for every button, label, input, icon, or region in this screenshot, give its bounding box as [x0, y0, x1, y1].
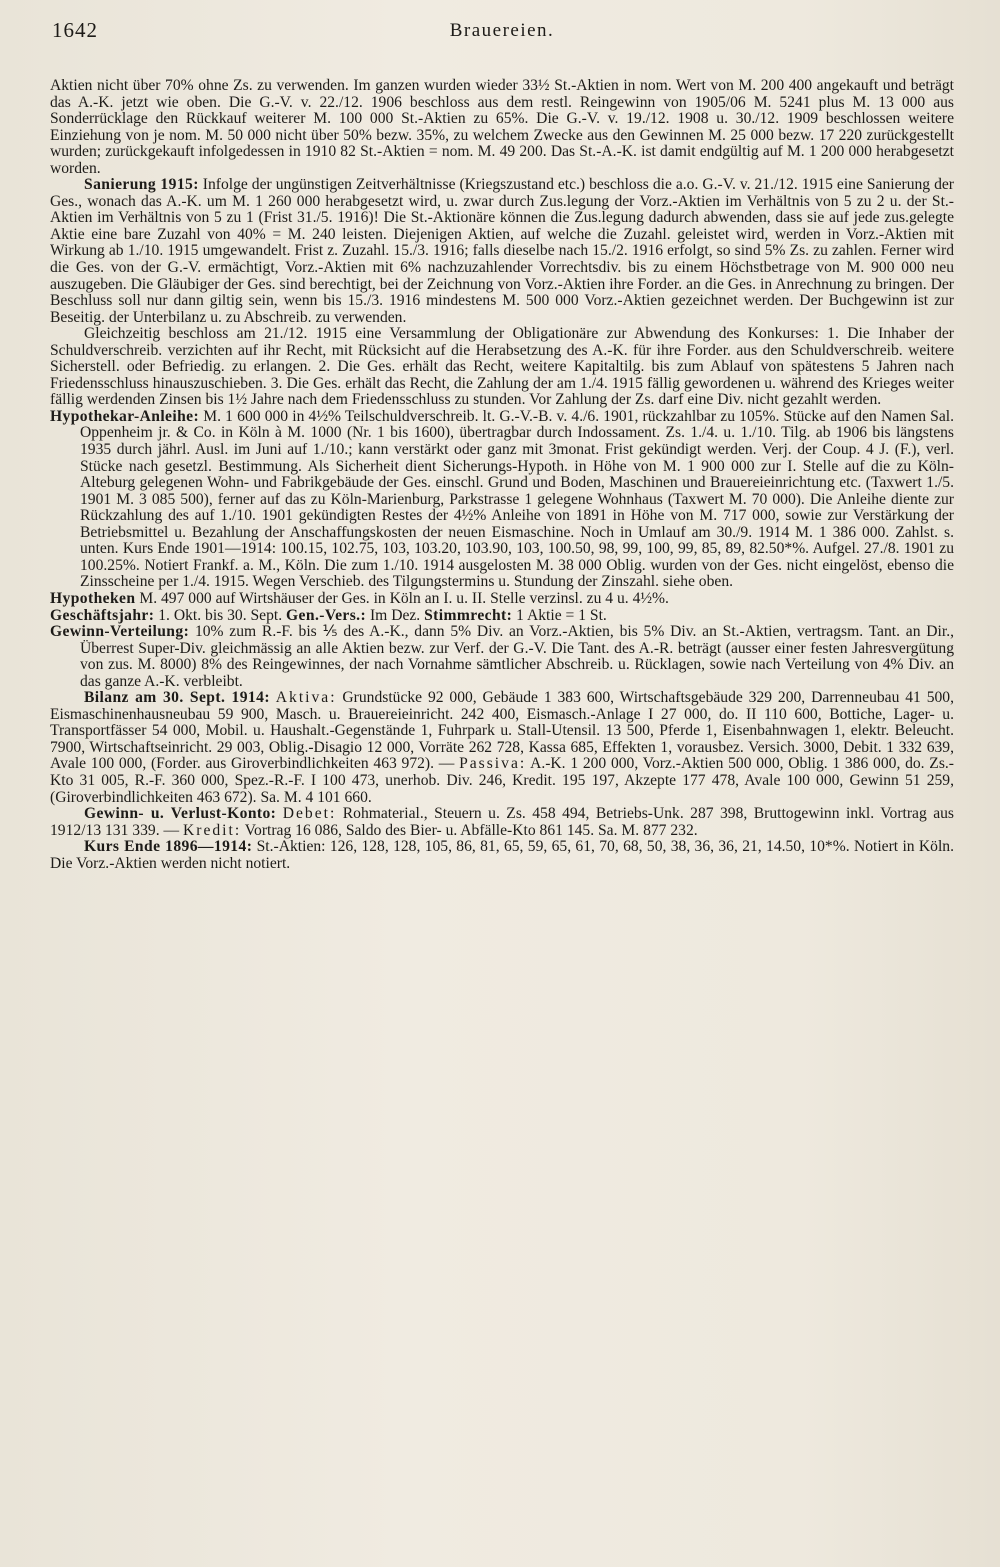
bilanz-heading: Bilanz am 30. Sept. 1914: — [84, 689, 270, 707]
gewinn-verteilung-heading: Gewinn-Verteilung: — [50, 623, 190, 641]
debet-label: Debet: — [282, 805, 337, 823]
paragraph-geschaeftsjahr — [50, 608, 954, 625]
gen-vers-heading: Gen.-Vers.: — [286, 606, 367, 624]
gen-vers-text: Im Dez. — [366, 606, 425, 624]
body-text — [50, 78, 954, 872]
hypotheken-heading: Hypotheken — [50, 589, 136, 607]
passiva-label: Passiva: — [459, 755, 527, 773]
kredit-label: Kredit: — [182, 821, 242, 839]
stimmrecht-heading: Stimmrecht: — [424, 606, 513, 624]
kredit-text: Vortrag 16 086, Saldo des Bier- u. Abfälle-Kto 861 145. Sa. M. 877 232. — [241, 821, 698, 839]
paragraph-hypotheken — [50, 591, 954, 608]
sanierung-heading: Sanierung 1915: — [84, 176, 199, 194]
paragraph-obligationaere: Gleichzeitig beschloss am 21./12. 1915 eine Versammlung der Obligationäre zur Abwendung des Konkurses: 1. Die Inhaber der Schuldverschreib. verzichten auf ihr Recht, mit Rücksicht auf die Herabsetzung des A.-K. für ihre Forder. aus den Schuldverschreib. weitere Sicherstell. oder Befriedig. zu erlangen. 2. Die Ges. erhält das Recht, weitere Kapitaltilg. bis zum Ablauf von spätestens 5 Jahren nach Friedensschluss hinauszuschieben. 3. Die Ges. erhält das Recht, die Zahlung der am 1./4. 1915 fällig gewordenen u. während des Krieges weiter fällig werdenden Zinsen bis 1½ Jahre nach dem Friedensschluss zu stunden. Vor Zahlung der Zs. darf eine Div. nicht gezahlt werden. — [50, 325, 954, 409]
aktiva-text: Grundstücke 92 000, Gebäude 1 383 600, Wirtschaftsgebäude 329 200, Darrenneubau 41 500, Eismaschinenhausneubau 59 900, Masch. u. Brauereieinricht. 242 400, Eismasch.-Anlage I 27 000, do. II 110 600, Bottiche, Lager- u. Transportfässer 54 000, Mobil. u. Haushalt.-Gegenstände 1, Fuhrpark u. Stall-Utensil. 13 500, Pferde 1, Eisenbahnwagen 1, elektr. Beleucht. 7900, Wirtschaftseinricht. 29 003, Oblig.-Disagio 12 000, Vorräte 262 728, Kassa 685, Effekten 1, vorausbez. Versich. 3000, Debit. 1 332 639, Avale 100 000, (Forder. aus Giroverbindlichkeiten 463 972). — — [50, 689, 954, 773]
paragraph-bilanz — [50, 690, 954, 806]
paragraph-gewinn-verteilung — [50, 624, 954, 690]
geschaeftsjahr-heading: Geschäftsjahr: — [50, 606, 155, 624]
paragraph-gewinn-verlust-konto — [50, 806, 954, 839]
hypothekar-anleihe-heading: Hypothekar-Anleihe: — [50, 407, 200, 425]
kurs-text: St.-Aktien: 126, 128, 128, 105, 86, 81, 65, 59, 65, 61, 70, 68, 50, 38, 36, 36, 21, 14.50, 10*%. Notiert in Köln. Die Vorz.-Aktien werden nicht notiert. — [50, 838, 954, 872]
geschaeftsjahr-text: 1. Okt. bis 30. Sept. — [154, 606, 287, 624]
hypothekar-anleihe-text: M. 1 600 000 in 4½% Teilschuldverschreib. lt. G.-V.-B. v. 4./6. 1901, rückzahlbar zu 105%. Stücke auf den Namen Sal. Oppenheim jr. & Co. in Köln à M. 1000 (Nr. 1 bis 1600), übertragbar durch Indossament. Zs. 1./4. u. 1./10. Tilg. ab 1906 bis längstens 1935 durch jährl. Ausl. im Juni auf 1./10.; kann verstärkt oder ganz mit 3monat. Frist gekündigt werden. Verj. der Coup. 4 J. (F.), verl. Stücke nach gesetzl. Bestimmung. Als Sicherheit dient Sicherungs-Hypoth. in Höhe von M. 1 900 000 zur I. Stelle auf die zu Köln-Alteburg gelegenen Wohn- und Fabrikgebäude der Ges. einschl. Grund und Boden, Maschinen und Brauereieinrichtung etc. (Taxwert 1./5. 1901 M. 3 085 500), ferner auf das zu Köln-Marienburg, Parkstrasse 1 gelegene Wohnhaus (Taxwert M. 70 000). Die Anleihe diente zur Rückzahlung des auf 1./10. 1901 gekündigten Restes der 4½% Anleihe von 1891 in Höhe von M. 717 000, sowie zur Verstärkung der Betriebsmittel u. Bezahlung der Anschaffungskosten der neuen Eismaschine. Noch in Umlauf am 30./9. 1914 M. 1 386 000. Zahlst. s. unten. Kurs Ende 1901—1914: 100.15, 102.75, 103, 103.20, 103.90, 103, 100.50, 98, 99, 100, 99, 85, 89, 82.50*%. Aufgel. 27./8. 1901 zu 100.25%. Notiert Frankf. a. M., Köln. Die zum 1./10. 1914 ausgelosten M. 38 000 Oblig. wurden von der Ges. nicht eingelöst, ebenso die Zinsscheine per 1./4. 1915. Wegen Verschieb. des Tilgungstermins u. Stundung der Zinszahl. siehe oben. — [80, 407, 954, 591]
sanierung-text: Infolge der ungünstigen Zeitverhältnisse (Kriegszustand etc.) beschloss die a.o. G.-V. v. 21./12. 1915 eine Sanierung der Ges., wonach das A.-K. um M. 1 260 000 herabgesetzt wird, u. zwar durch Zus.legung der Vorz.-Aktien im Verhältnis von 5 zu 2 u. der St.-Aktien im Verhältnis von 5 zu 1 (Frist 31./5. 1916)! Die St.-Aktionäre können die Zus.legung dadurch abwenden, dass sie auf jede zus.gelegte Aktie eine bare Zuzahl von 40% = M. 240 leisten. Diejenigen Aktien, auf welche die Zuzahl. geleistet wird, werden in Vorz.-Aktien mit Wirkung ab 1./10. 1915 umgewandelt. Frist z. Zuzahl. 15./3. 1916; falls dieselbe nach 15./2. 1916 erfolgt, so sind 5% Zs. zu zahlen. Ferner wird die Ges. von der G.-V. ermächtigt, Vorz.-Aktien mit 6% nachzuzahlender Vorrechtsdiv. bis zu einem Höchstbetrage von M. 900 000 neu auszugeben. Die Gläubiger der Ges. sind berechtigt, bei der Zeichnung von Vorz.-Aktien ihre Forder. an die Ges. in Anrechnung zu bringen. Der Beschluss soll nur dann giltig sein, wenn bis 15./3. 1916 mindestens M. 500 000 Vorz.-Aktien gezeichnet werden. Der Buchgewinn ist zur Beseitig. der Unterbilanz u. zu Abschreib. zu verwenden. — [50, 176, 954, 326]
section-title: Brauereien. — [449, 20, 555, 41]
paragraph-kurs — [50, 839, 954, 872]
page-number: 1642 — [52, 18, 98, 42]
kurs-heading: Kurs Ende 1896—1914: — [84, 838, 253, 856]
running-head — [50, 18, 954, 52]
hypotheken-text: M. 497 000 auf Wirtshäuser der Ges. in Köln an I. u. II. Stelle verzinsl. zu 4 u. 4½%. — [135, 589, 669, 607]
debet-text: Rohmaterial., Steuern u. Zs. 458 494, Betriebs-Unk. 287 398, Bruttogewinn inkl. Vortrag aus 1912/13 131 339. — — [50, 805, 954, 839]
passiva-text: A.-K. 1 200 000, Vorz.-Aktien 500 000, Oblig. 1 386 000, do. Zs.-Kto 31 005, R.-F. 360 000, Spez.-R.-F. I 100 473, unerhob. Div. 246, Kredit. 195 197, Akzepte 177 478, Avale 100 000, Gewinn 51 259, (Giroverbindlichkeiten 463 672). Sa. M. 4 101 660. — [50, 755, 954, 806]
paragraph-hypothekar-anleihe — [50, 409, 954, 591]
gewinn-verlust-heading: Gewinn- u. Verlust-Konto: — [84, 805, 277, 823]
stimmrecht-text: 1 Aktie = 1 St. — [512, 606, 607, 624]
aktiva-label: Aktiva: — [275, 689, 337, 707]
paragraph-sanierung — [50, 177, 954, 326]
gewinn-verteilung-text: 10% zum R.-F. bis ⅕ des A.-K., dann 5% Div. an Vorz.-Aktien, bis 5% Div. an St.-Aktien, vertragsm. Tant. an Dir., Überrest Super-Div. gleichmässig an alle Aktien bezw. zur Verf. der G.-V. Die Tant. des A.-R. beträgt (ausser einer festen Jahresvergütung von zus. M. 8000) 8% des Reingewinnes, der nach Vornahme sämtlicher Abschreib. u. Rücklagen, sowie nach Verteilung von 4% Div. an das ganze A.-K. verbleibt. — [80, 623, 954, 690]
paragraph-share-buyback: Aktien nicht über 70% ohne Zs. zu verwenden. Im ganzen wurden wieder 33½ St.-Aktien in nom. Wert von M. 200 400 angekauft und beträgt das A.-K. jetzt wie oben. Die G.-V. v. 22./12. 1906 beschloss aus dem restl. Reingewinn von 1905/06 M. 5241 plus M. 13 000 aus Sonderrücklage den Rückkauf weiterer M. 100 000 St.-Aktien zu 65%. Die G.-V. v. 19./12. 1908 u. 30./12. 1909 beschlossen weitere Einziehung von je nom. M. 50 000 nicht über 50% bezw. 35%, zu welchem Zwecke aus den Gewinnen M. 25 000 bezw. 17 220 zurückgestellt wurden; zurückgekauft infolgedessen in 1910 82 St.-Aktien = nom. M. 49 200. Das St.-A.-K. ist damit endgültig auf M. 1 200 000 herabgesetzt worden. — [50, 77, 954, 177]
